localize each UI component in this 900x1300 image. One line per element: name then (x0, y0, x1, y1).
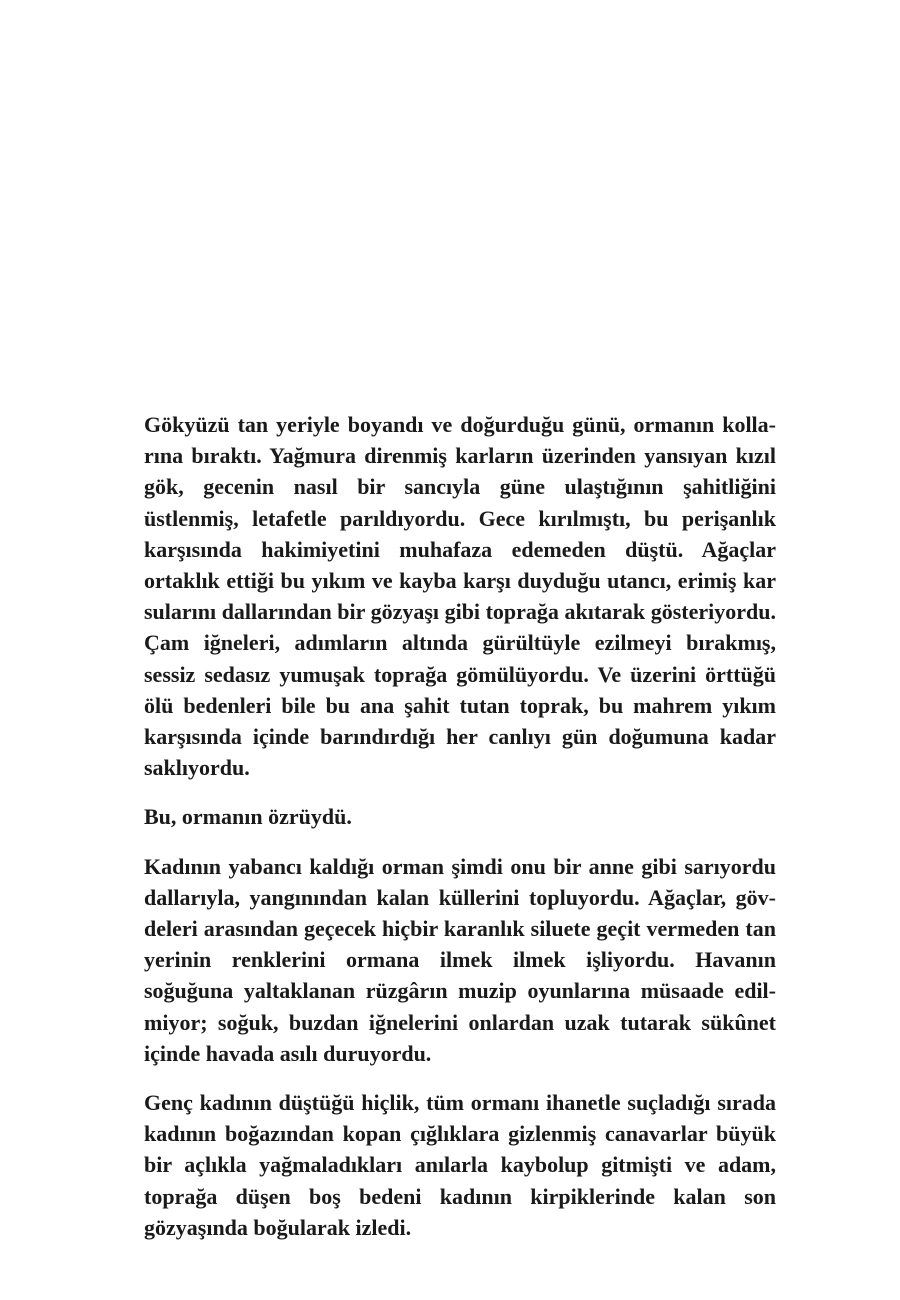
body-text (144, 409, 776, 1243)
paragraph-2: Bu, ormanın özrüydü. (144, 804, 352, 830)
paragraph-1: Gökyüzü tan yeriyle boyandı ve doğurduğu günü, ormanın kollarına bıraktı. Yağmura direnmiş karların üzerinden yansıyan kızıl gök, gecenin nasıl bir sancıyla güne ulaştığının şahitliğini üstlenmiş, letafetle parıldıyordu. Gece kırılmıştı, bu perişanlık karşısında hakimiyetini muhafaza edemeden düştü. Ağaçlar ortaklık ettiği bu yıkım ve kayba karşı duyduğu utancı, erimiş kar sularını dallarından bir gözyaşı gibi toprağa akıtarak gösteriyordu. Çam iğneleri, adımların altında gürültüyle ezilmeyi bırakmış, sessiz sedasız yumuşak toprağa gömülüyordu. Ve üzerini örttüğü ölü bedenleri bile bu ana şahit tutan toprak, bu mahrem yıkım karşısında içinde barındırdığı her canlıyı gün doğumuna kadar saklıyordu. (144, 412, 776, 781)
paragraph-4: Genç kadının düştüğü hiçlik, tüm ormanı ihanetle suçladığı sırada kadının boğazından kopan çığlıklara gizlenmiş canavarlar büyük bir açlıkla yağmaladıkları anılarla kaybolup gitmişti ve adam, toprağa düşen boş bedeni kadının kirpiklerinde kalan son gözyaşında boğularak izledi. (144, 1090, 776, 1240)
paragraph-3: Kadının yabancı kaldığı orman şimdi onu bir anne gibi sarıyordu dallarıyla, yangınından kalan küllerini topluyordu. Ağaçlar, gövdeleri arasından geçecek hiçbir karanlık siluete geçit vermeden tan yerinin renklerini ormana ilmek ilmek işliyordu. Havanın soğuğuna yaltaklanan rüzgârın muzip oyunlarına müsaade edilmiyor; soğuk, buzdan iğnelerini onlardan uzak tutarak sükûnet içinde havada asılı duruyordu. (144, 853, 776, 1066)
